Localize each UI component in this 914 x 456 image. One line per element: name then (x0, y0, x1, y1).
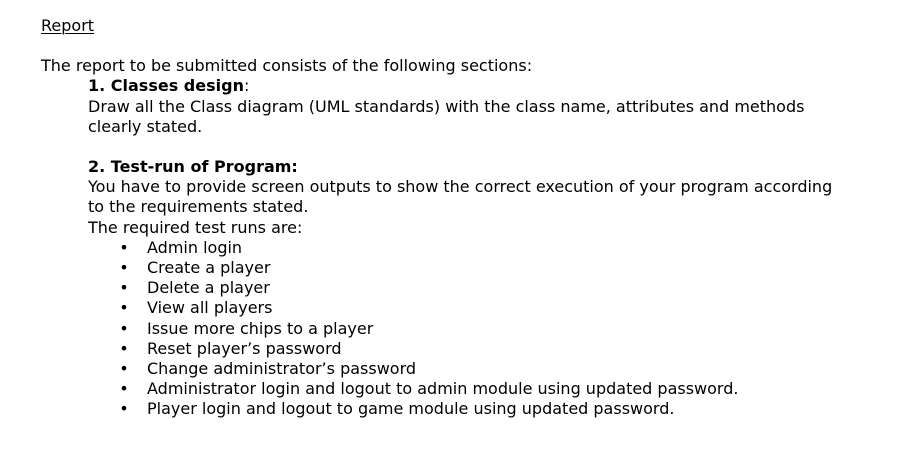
test-run-description: You have to provide screen outputs to show the correct execution of your program according to the requirements stated. (88, 177, 833, 217)
section-classes-design (88, 76, 901, 137)
bullet-icon: • (119, 358, 129, 378)
list-item (117, 238, 901, 258)
list-item-text: Delete a player (147, 278, 270, 298)
list-item (117, 258, 901, 278)
list-item-text: Administrator login and logout to admin module using updated password. (147, 379, 739, 399)
test-runs-list (117, 238, 901, 420)
bullet-icon: • (119, 379, 129, 399)
bullet-icon: • (119, 338, 129, 358)
bullet-icon: • (119, 257, 129, 277)
section-title-text: 1. Classes design (88, 76, 244, 96)
classes-design-description: Draw all the Class diagram (UML standards) with the class name, attributes and methods clearly stated. (88, 96, 805, 136)
list-item-text: Player login and logout to game module using updated password. (147, 399, 675, 419)
bullet-icon: • (119, 278, 129, 298)
list-item (117, 399, 901, 419)
bullet-icon: • (119, 298, 129, 318)
list-item (117, 379, 901, 399)
list-item-text: Reset player’s password (147, 338, 342, 358)
spacer (41, 36, 901, 56)
list-item (117, 278, 901, 298)
section-title-colon: : (243, 76, 250, 96)
section-title-classes-design (88, 76, 901, 96)
list-item-text: Create a player (147, 257, 271, 277)
section-test-run (88, 157, 901, 419)
list-item (117, 298, 901, 318)
list-item-text: Issue more chips to a player (147, 318, 374, 338)
bullet-icon: • (119, 318, 129, 338)
report-document (41, 16, 901, 419)
list-item-text: View all players (147, 298, 273, 318)
report-heading: Report (41, 16, 95, 35)
list-item (117, 319, 901, 339)
test-runs-intro: The required test runs are: (88, 217, 303, 237)
bullet-icon: • (119, 399, 129, 419)
bullet-icon: • (119, 237, 129, 257)
list-item (117, 339, 901, 359)
spacer (41, 137, 901, 157)
intro-text: The report to be submitted consists of the following sections: (41, 56, 533, 76)
section-title-test-run: 2. Test-run of Program: (88, 156, 298, 176)
list-item (117, 359, 901, 379)
list-item-text: Change administrator’s password (147, 358, 417, 378)
list-item-text: Admin login (147, 237, 243, 257)
